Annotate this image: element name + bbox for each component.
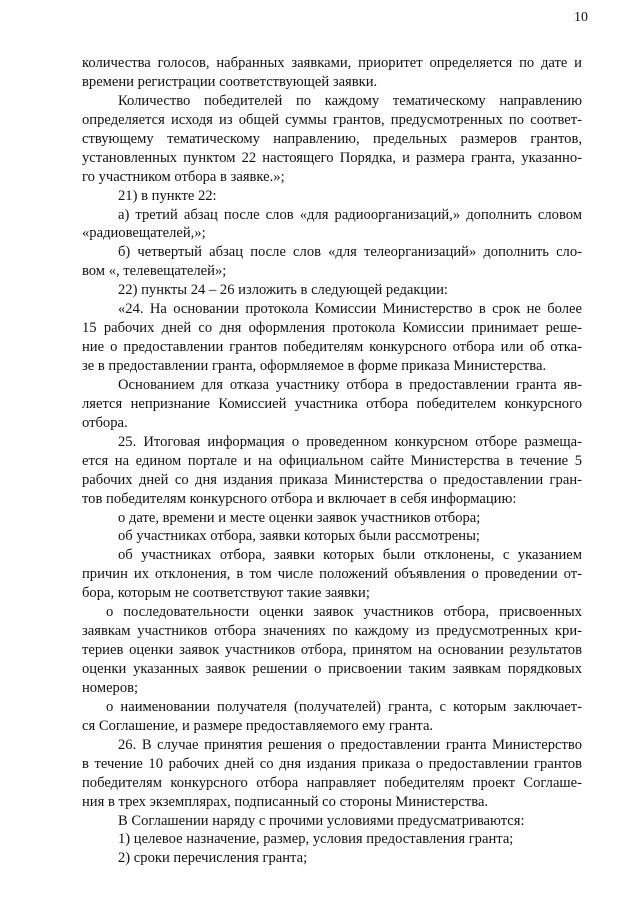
- text-line: ся Соглашение, и размере предоставляемого ему гранта.: [82, 717, 434, 734]
- text-line: ствующему тематическому направлению, предельных размеров грантов,: [82, 130, 582, 147]
- text-line: ние о предоставлении грантов победителям конкурсного отбора или об отка-: [82, 339, 582, 356]
- text-line: бора, которым не соответствуют такие заявки;: [82, 585, 370, 602]
- text-line: вом «, телевещателей»;: [82, 263, 227, 280]
- text-line: Основанием для отказа участнику отбора в предоставлении гранта яв-: [118, 376, 582, 393]
- text-line: 15 рабочих дней со дня оформления протокола Комиссии принимает реше-: [82, 320, 582, 337]
- text-line: о последовательности оценки заявок участников отбора, присвоенных: [106, 604, 582, 621]
- text-line: 22) пункты 24 – 26 изложить в следующей редакции:: [118, 282, 448, 299]
- text-line: ется на едином портале и на официальном сайте Министерства в течение 5: [82, 452, 582, 469]
- text-line: времени регистрации соответствующей заявки.: [82, 73, 378, 90]
- text-line: в течение 10 рабочих дней со дня издания приказа о предоставлении грантов: [82, 755, 582, 772]
- text-line: победителям конкурсного отбора направляет победителям проект Соглаше-: [82, 774, 582, 791]
- text-line: В Соглашении наряду с прочими условиями предусматриваются:: [118, 812, 525, 829]
- text-line: 2) сроки перечисления гранта;: [118, 850, 308, 867]
- text-line: ния в трех экземплярах, подписанный со стороны Министерства.: [82, 793, 489, 810]
- document-body: [82, 54, 582, 868]
- text-line: 25. Итоговая информация о проведенном конкурсном отборе размеща-: [118, 433, 582, 450]
- text-line: «радиовещателей,»;: [82, 225, 206, 242]
- text-line: определяется исходя из общей суммы грантов, предусмотренных по соответ-: [82, 111, 582, 128]
- text-line: установленных пунктом 22 настоящего Порядка, и размера гранта, указанно-: [82, 149, 582, 166]
- text-line: тов победителям конкурсного отбора и включает в себя информацию:: [82, 490, 517, 507]
- text-line: причин их отклонения, в том числе положений объявления о проведении от-: [82, 566, 582, 583]
- text-line: го участником отбора в заявке.»;: [82, 168, 285, 185]
- text-line: оценки указанных заявок решении о присвоении таким заявкам порядковых: [82, 661, 582, 677]
- text-line: 26. В случае принятия решения о предоставлении гранта Министерство: [118, 736, 582, 753]
- text-line: заявкам участников отбора значениях по каждому из предусмотренных кри-: [82, 623, 582, 640]
- text-line: о дате, времени и месте оценки заявок участников отбора;: [118, 509, 481, 526]
- text-line: ляется непризнание Комиссией участника отбора победителем конкурсного: [82, 395, 582, 412]
- text-line: отбора.: [82, 414, 128, 431]
- text-line: об участниках отбора, заявки которых были отклонены, с указанием: [118, 547, 582, 564]
- text-line: териев оценки заявок участников отбора, принятом на основании результатов: [82, 642, 582, 659]
- page-number: 10: [574, 10, 588, 25]
- text-line: количества голосов, набранных заявками, приоритет определяется по дате и: [82, 55, 582, 71]
- text-line: зе в предоставлении гранта, оформляемое в форме приказа Министерства.: [82, 358, 547, 374]
- text-line: о наименовании получателя (получателей) гранта, с которым заключает-: [106, 698, 582, 715]
- text-line: 1) целевое назначение, размер, условия предоставления гранта;: [118, 831, 514, 848]
- text-line: 21) в пункте 22:: [118, 187, 217, 204]
- text-line: б) четвертый абзац после слов «для телеорганизаций» дополнить сло-: [118, 244, 582, 261]
- text-line: об участниках отбора, заявки которых были рассмотрены;: [118, 528, 480, 545]
- text-line: номеров;: [82, 679, 139, 696]
- text-line: рабочих дней со дня издания приказа Министерства о предоставлении гран-: [82, 471, 582, 488]
- text-line: «24. На основании протокола Комиссии Министерство в срок не более: [118, 301, 582, 318]
- text-line: а) третий абзац после слов «для радиоорганизаций,» дополнить словом: [118, 206, 582, 223]
- text-line: Количество победителей по каждому тематическому направлению: [118, 92, 582, 109]
